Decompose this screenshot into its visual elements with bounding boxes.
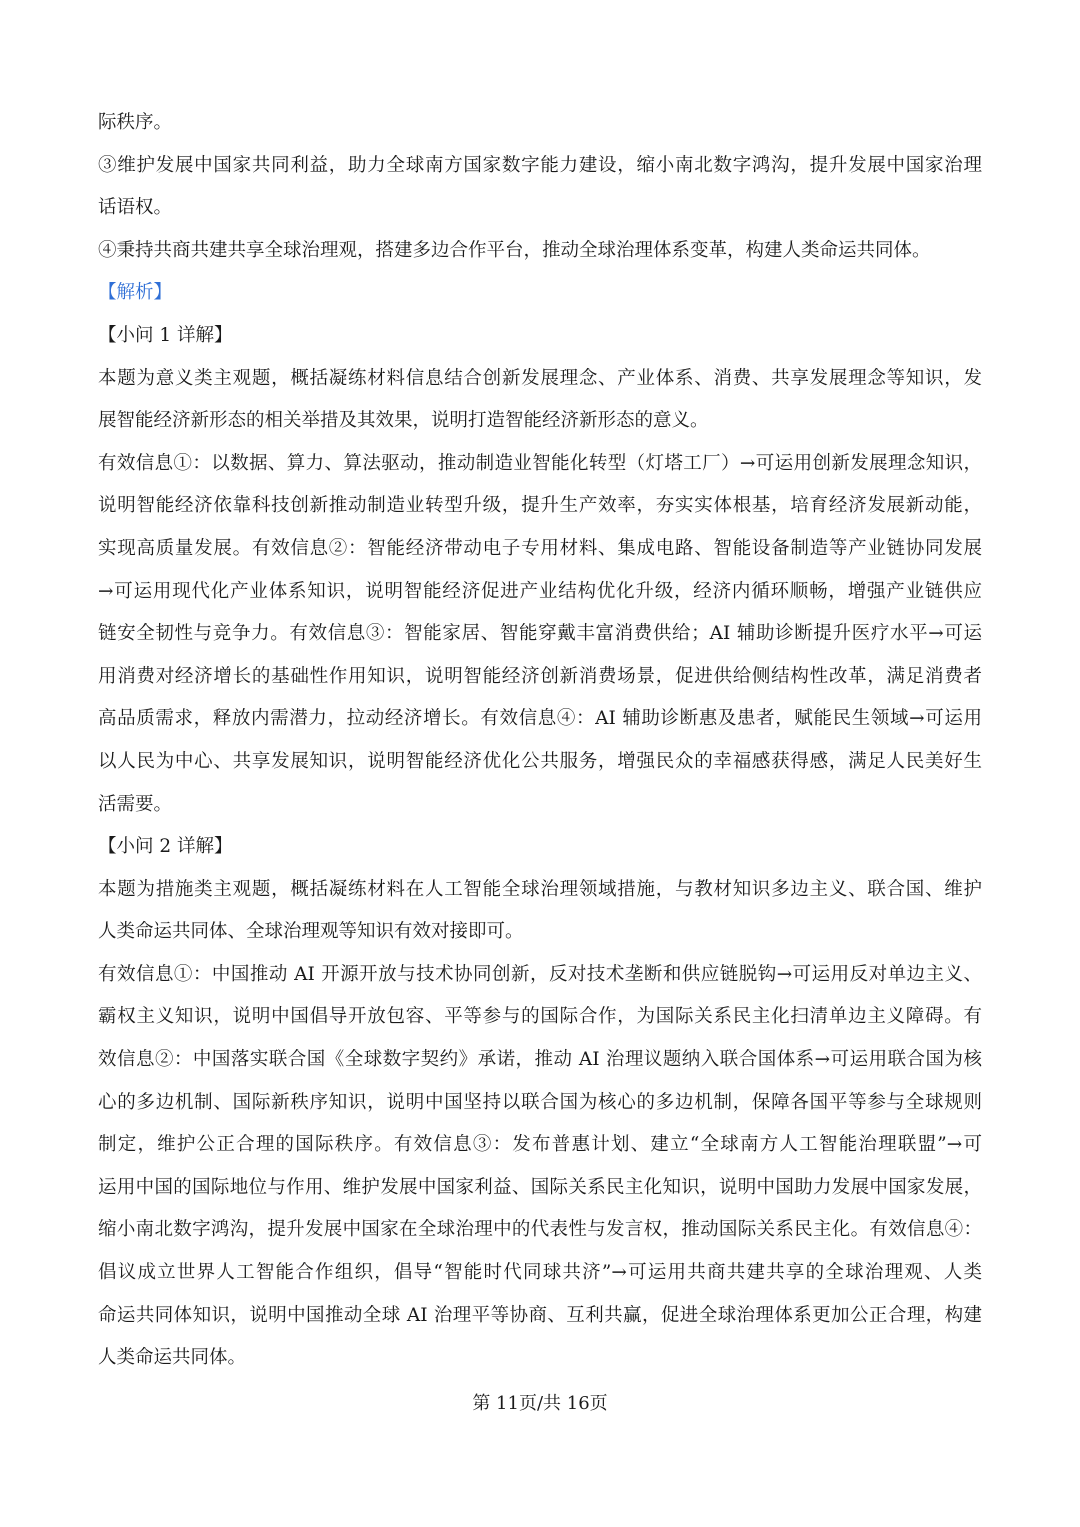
text-line: 用消费对经济增长的基础性作用知识，说明智能经济创新消费场景，促进供给侧结构性改革，满足消费者 <box>98 665 982 687</box>
text-line: 本题为措施类主观题，概括凝练材料在人工智能全球治理领域措施，与教材知识多边主义、联合国、维护 <box>98 878 982 900</box>
text-line: 本题为意义类主观题，概括凝练材料信息结合创新发展理念、产业体系、消费、共享发展理念等知识，发 <box>98 367 982 389</box>
text-line: 效信息②：中国落实联合国《全球数字契约》承诺，推动 AI 治理议题纳入联合国体系→可运用联合国为核 <box>98 1049 982 1071</box>
answer-continuation <box>98 102 982 272</box>
text-line: 说明智能经济依靠科技创新推动制造业转型升级，提升生产效率，夯实实体根基，培育经济发展新动能， <box>98 495 982 517</box>
text-line: 人类命运共同体、全球治理观等知识有效对接即可。 <box>98 921 524 943</box>
q2-heading: 【小问 2 详解】 <box>98 836 233 858</box>
analysis-heading: 【解析】 <box>98 282 173 304</box>
text-line: 实现高质量发展。有效信息②：智能经济带动电子专用材料、集成电路、智能设备制造等产业链协同发展 <box>98 537 982 559</box>
text-line: 话语权。 <box>98 197 173 219</box>
text-line: →可运用现代化产业体系知识，说明智能经济促进产业结构优化升级，经济内循环顺畅，增强产业链供应 <box>98 580 982 602</box>
page-number: 第 11页/共 16页 <box>472 1393 608 1414</box>
document-body <box>98 102 982 1380</box>
text-line: 活需要。 <box>98 793 173 815</box>
text-line: 有效信息①：以数据、算力、算法驱动，推动制造业智能化转型（灯塔工厂）→可运用创新发展理念知识， <box>98 452 982 474</box>
text-line: 以人民为中心、共享发展知识，说明智能经济优化公共服务，增强民众的幸福感获得感，满足人民美好生 <box>98 750 982 772</box>
text-line: 运用中国的国际地位与作用、维护发展中国家利益、国际关系民主化知识，说明中国助力发展中国家发展， <box>98 1176 982 1198</box>
text-line: 倡议成立世界人工智能合作组织，倡导“智能时代同球共济”→可运用共商共建共享的全球治理观、人类 <box>98 1262 982 1284</box>
text-line: 人类命运共同体。 <box>98 1347 247 1369</box>
text-line: 链安全韧性与竞争力。有效信息③：智能家居、智能穿戴丰富消费供给；AI 辅助诊断提升医疗水平→可运 <box>98 623 982 645</box>
q2-intro <box>98 869 982 954</box>
text-line: ③维护发展中国家共同利益，助力全球南方国家数字能力建设，缩小南北数字鸿沟，提升发展中国家治理 <box>98 154 982 176</box>
text-line: 心的多边机制、国际新秩序知识，说明中国坚持以联合国为核心的多边机制，保障各国平等参与全球规则 <box>98 1091 982 1113</box>
text-line: 展智能经济新形态的相关举措及其效果，说明打造智能经济新形态的意义。 <box>98 410 709 432</box>
q2-detail <box>98 954 982 1380</box>
text-line: 霸权主义知识，说明中国倡导开放包容、平等参与的国际合作，为国际关系民主化扫清单边主义障碍。有 <box>98 1006 982 1028</box>
text-line: 有效信息①：中国推动 AI 开源开放与技术协同创新，反对技术垄断和供应链脱钩→可运用反对单边主义、 <box>98 963 982 985</box>
text-line: ④秉持共商共建共享全球治理观，搭建多边合作平台，推动全球治理体系变革，构建人类命运共同体。 <box>98 239 931 261</box>
text-line: 高品质需求，释放内需潜力，拉动经济增长。有效信息④：AI 辅助诊断惠及患者，赋能民生领域→可运用 <box>98 708 982 730</box>
text-line: 制定，维护公正合理的国际秩序。有效信息③：发布普惠计划、建立“全球南方人工智能治理联盟”→可 <box>98 1134 982 1156</box>
q1-detail <box>98 443 982 826</box>
text-line: 命运共同体知识，说明中国推动全球 AI 治理平等协商、互利共赢，促进全球治理体系更加公正合理，构建 <box>98 1304 982 1326</box>
q1-intro <box>98 358 982 443</box>
q1-heading: 【小问 1 详解】 <box>98 324 233 346</box>
text-line: 际秩序。 <box>98 112 173 133</box>
text-line: 缩小南北数字鸿沟，提升发展中国家在全球治理中的代表性与发言权，推动国际关系民主化。有效信息④： <box>98 1219 982 1241</box>
